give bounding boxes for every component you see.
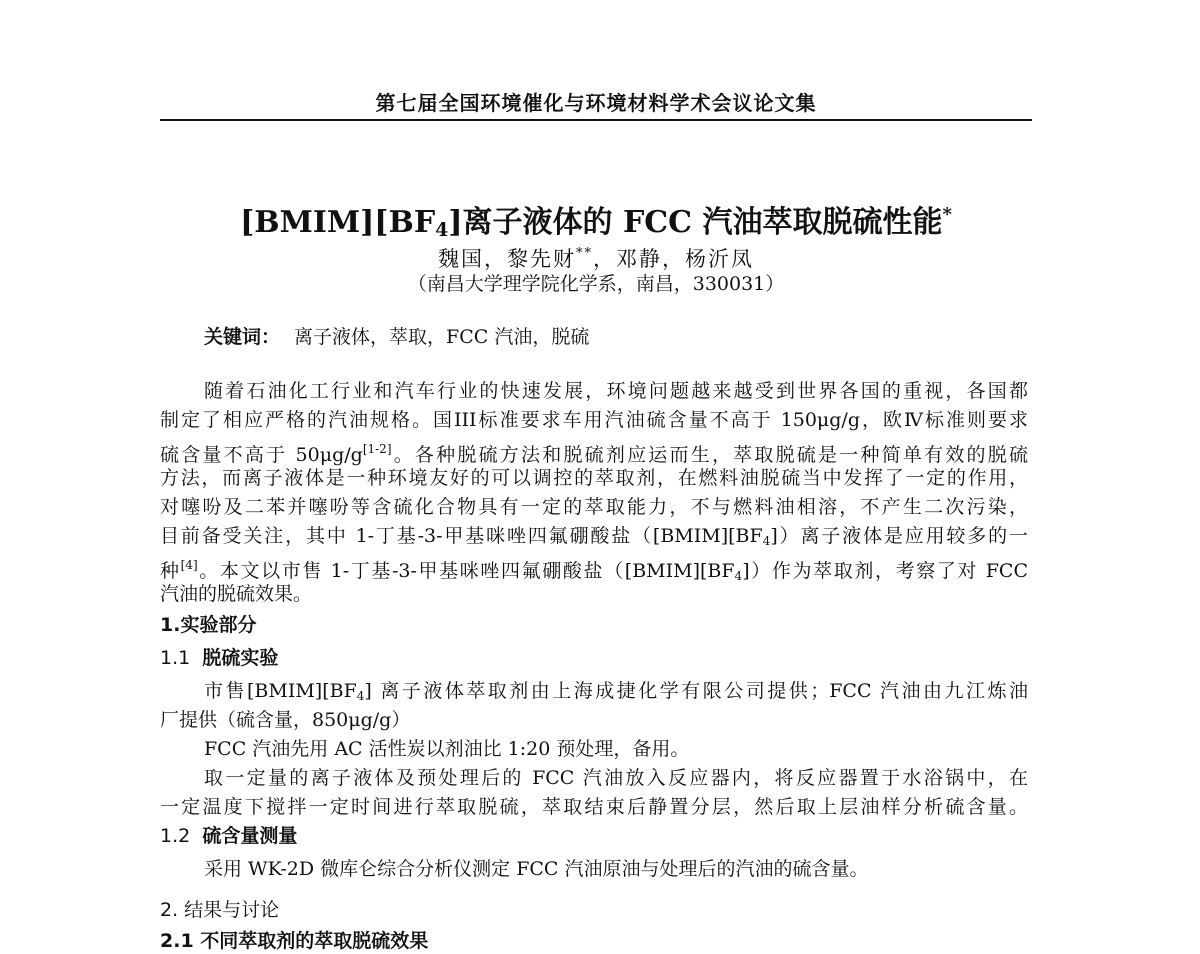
intro-line-3: 硫含量不高于 50μg/g[1-2]。各种脱硫方法和脱硫剂应运而生，萃取脱硫是一种简单有效的脱硫 [160, 442, 1028, 466]
keywords [204, 324, 589, 350]
section-1-1-para-1-line-1: 市售$[BMIM][BF_4]$ 离子液体萃取剂由上海成捷化学有限公司提供；FCC 汽油由九江炼油 [204, 680, 1028, 703]
citation-1-2: [1-2] [362, 442, 392, 456]
corresponding-author-mark: ** [576, 246, 593, 261]
citation-4: [4] [180, 558, 198, 572]
keywords-text: 离子液体，萃取，FCC 汽油，脱硫 [294, 326, 590, 348]
section-1-heading: 1.实验部分 [160, 614, 257, 636]
section-1-1-para-2: FCC 汽油先用 AC 活性炭以剂油比 1:20 预处理，备用。 [204, 738, 690, 760]
header-rule [160, 119, 1032, 121]
intro-line-7: 种[4]。本文以市售 1-丁基-3-甲基咪唑四氟硼酸盐$([BMIM][BF_4])$作为萃取剂，考察了对 FCC [160, 558, 1028, 583]
section-1-1-heading: 1.1 脱硫实验 [160, 647, 279, 669]
intro-line-1: 随着石油化工行业和汽车行业的快速发展，环境问题越来越受到世界各国的重视，各国都 [204, 380, 1028, 402]
section-2-1-heading: 2.1 不同萃取剂的萃取脱硫效果 [160, 930, 429, 952]
section-2-heading: 2. 结果与讨论 [160, 899, 280, 921]
intro-line-6: 目前备受关注，其中 1-丁基-3-甲基咪唑四氟硼酸盐$([BMIM][BF_4])$离子液体是应用较多的一 [160, 525, 1028, 548]
intro-line-5: 对噻吩及二苯并噻吩等含硫化合物具有一定的萃取能力，不与燃料油相溶，不产生二次污染， [160, 496, 1028, 518]
section-1-1-para-1-line-2: 厂提供（硫含量，850μg/g） [160, 709, 411, 731]
intro-line-2: 制定了相应严格的汽油规格。国III标准要求车用汽油硫含量不高于 150μg/g，欧Ⅳ标准则要求 [160, 409, 1028, 431]
affiliation: （南昌大学理学院化学系，南昌，330031） [407, 273, 785, 295]
section-1-1-para-3-line-2: 一定温度下搅拌一定时间进行萃取脱硫，萃取结束后静置分层，然后取上层油样分析硫含量。 [160, 796, 1028, 818]
author-list: 魏国，黎先财**，邓静，杨沂凤 [438, 246, 754, 271]
paper-title: $[BMIM][BF_4]$离子液体的 FCC 汽油萃取脱硫性能* [240, 204, 952, 241]
section-1-2-para-1: 采用 WK-2D 微库仑综合分析仪测定 FCC 汽油原油与处理后的汽油的硫含量。 [204, 858, 869, 880]
section-1-2-heading: 1.2 硫含量测量 [160, 825, 298, 847]
section-1-1-para-3-line-1: 取一定量的离子液体及预处理后的 FCC 汽油放入反应器内，将反应器置于水浴锅中，在 [204, 767, 1028, 789]
intro-line-8: 汽油的脱硫效果。 [160, 583, 313, 605]
keywords-label: 关键词： [204, 326, 281, 348]
intro-line-4: 方法，而离子液体是一种环境友好的可以调控的萃取剂，在燃料油脱硫当中发挥了一定的作用， [160, 467, 1028, 489]
title-footnote-mark: * [942, 204, 952, 225]
running-head: 第七届全国环境催化与环境材料学术会议论文集 [375, 91, 817, 115]
